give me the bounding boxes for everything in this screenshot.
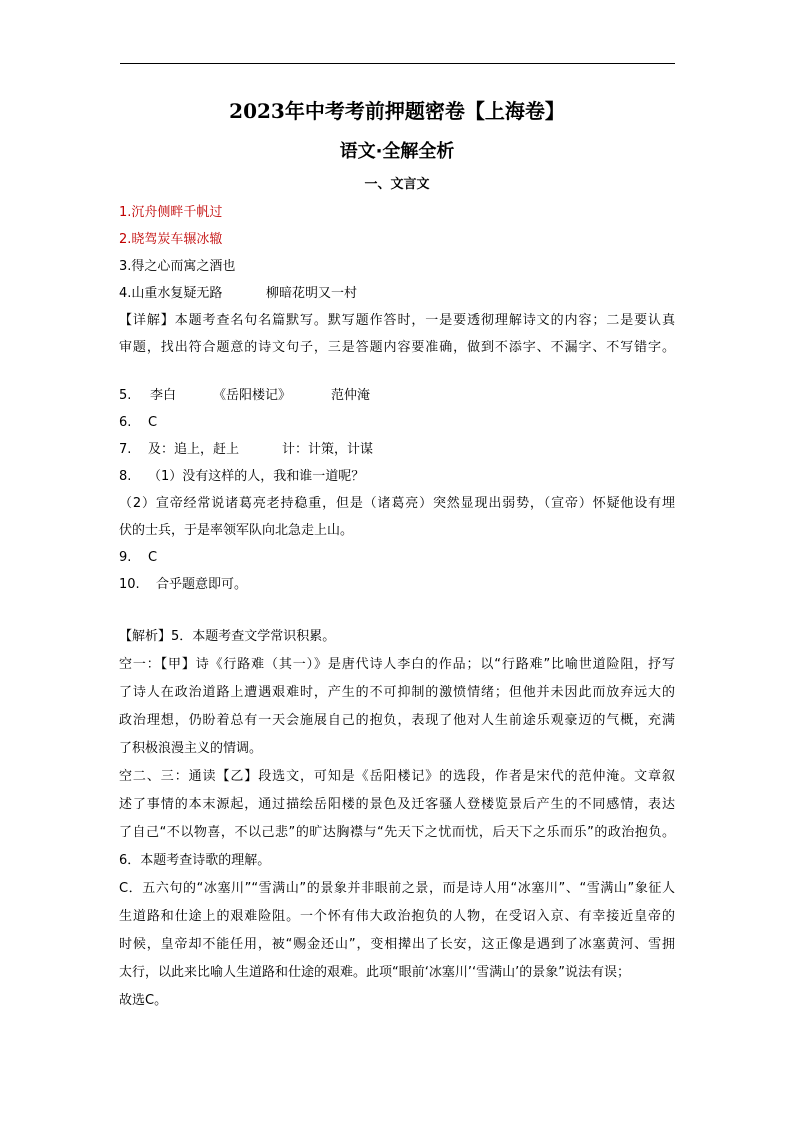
analysis-line-12: 时候，皇帝却不能任用，被“赐金还山”，变相撵出了长安，这正像是遇到了冰塞黄河、雪拥 [119,937,675,952]
q5-answer-author2: 范仲淹 [331,388,371,403]
analysis-line-4: 政治理想，仍盼着总有一天会施展自己的抱负，表现了他对人生前途乐观豪迈的气概，充满 [119,713,675,728]
analysis-line-1: 【解析】5．本题考查文学常识积累。 [119,629,336,644]
q6-number: 6. [119,415,132,430]
page-title: 2023年中考考前押题密卷【上海卷】 [229,99,565,123]
header-rule [120,63,675,64]
q7-answer-1: 及：追上，赶上 [148,442,240,457]
analysis-line-3: 了诗人在政治道路上遭遇艰难时，产生的不可抑制的激愤情绪；但他并未因此而放弃远大的 [119,685,675,700]
analysis-line-6: 空二、三：通读【乙】段选文，可知是《岳阳楼记》的选段，作者是宋代的范仲淹。文章叙 [119,769,675,784]
q10-number: 10. [119,577,140,592]
q5-number: 5. [119,388,132,403]
answer-1: 1.沉舟侧畔千帆过 [119,205,223,220]
answer-4-part1: 4.山重水复疑无路 [119,286,223,301]
q9-answer: C [148,550,158,565]
analysis-line-7: 述了事情的本末源起，通过描绘岳阳楼的景色及迁客骚人登楼览景后产生的不同感情，表达 [119,797,675,812]
section-heading: 一、文言文 [364,177,430,192]
analysis-line-9: 6．本题考查诗歌的理解。 [119,853,271,868]
answer-4-part2: 柳暗花明又一村 [266,286,358,301]
analysis-line-10: C．五六句的“冰塞川”“雪满山”的景象并非眼前之景，而是诗人用“冰塞川”、“雪满山”象征人 [119,881,675,896]
analysis-line-2: 空一：【甲】诗《行路难（其一）》是唐代诗人李白的作品；以“行路难”比喻世道险阻，抒写 [119,657,675,672]
q7-number: 7. [119,442,132,457]
q8-answer-2-line-1: （2）宣帝经常说诸葛亮老持稳重，但是（诸葛亮）突然显现出弱势，（宣帝）怀疑他设有埋 [119,496,675,511]
q10-answer: 合乎题意即可。 [156,577,248,592]
answer-2: 2.晓驾炭车辗冰辙 [119,232,223,247]
q6-answer: C [148,415,158,430]
analysis-line-8: 了自己“不以物喜，不以己悲”的旷达胸襟与“先天下之忧而忧，后天下之乐而乐”的政治抱负。 [119,825,675,840]
analysis-line-11: 生道路和仕途上的艰难险阻。一个怀有伟大政治抱负的人物，在受诏入京、有幸接近皇帝的 [119,909,675,924]
detail-line-1: 【详解】本题考查名句名篇默写。默写题作答时，一是要透彻理解诗文的内容；二是要认真 [119,313,675,328]
analysis-line-14: 故选C。 [119,993,168,1008]
q8-answer-1: （1）没有这样的人，我和谁一道呢？ [148,469,365,484]
q5-answer-author: 李白 [150,388,177,403]
q8-number: 8. [119,469,132,484]
q7-answer-2: 计：计策，计谋 [282,442,374,457]
page-subtitle: 语文·全解全析 [339,141,455,162]
q8-answer-2-line-2: 伏的士兵，于是率领军队向北急走上山。 [119,523,354,538]
answer-3: 3.得之心而寓之酒也 [119,259,236,274]
analysis-line-5: 了积极浪漫主义的情调。 [119,741,263,756]
q9-number: 9. [119,550,132,565]
q5-answer-work: 《岳阳楼记》 [213,388,292,403]
analysis-line-13: 太行，以此来比喻人生道路和仕途的艰难。此项“眼前‘冰塞川’‘雪满山’的景象”说法有误； [119,965,630,980]
detail-line-2: 审题，找出符合题意的诗文句子，三是答题内容要准确，做到不添字、不漏字、不写错字。 [119,340,675,355]
